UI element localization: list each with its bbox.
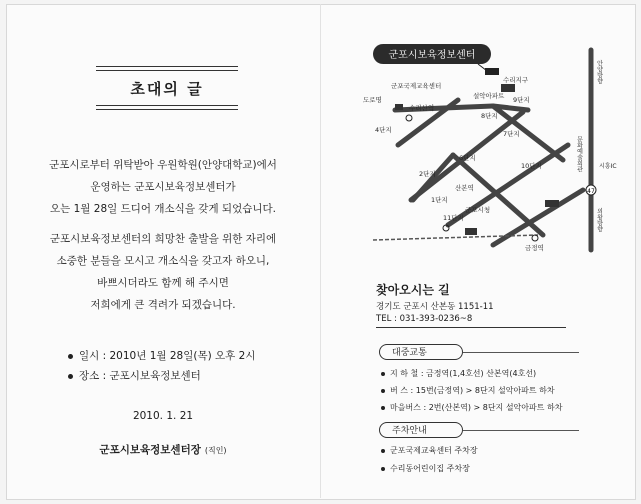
building-block [395, 104, 403, 110]
station-dot [532, 235, 538, 241]
paragraph-line: 운영하는 군포시보육정보센터가 [90, 181, 236, 193]
invitation-paragraph-1 [6, 154, 320, 220]
transit-heading: 대중교통 [379, 344, 463, 360]
map-label: 산본역 [455, 184, 474, 192]
map-label: 문화예술회관 [575, 136, 583, 172]
bullet-icon [381, 406, 385, 410]
signer-name: 군포시보육정보센터장 [99, 444, 201, 456]
bullet-icon [381, 389, 385, 393]
parking-item-text: 수리동어린이집 주차장 [390, 464, 470, 473]
paragraph-line: 바쁘시더라도 함께 해 주시면 [97, 277, 229, 289]
railway-line [373, 235, 538, 240]
invitation-title: 초대의 글 [130, 80, 204, 98]
paragraph-line: 군포시로부터 위탁받아 우원학원(안양대학교)에서 [49, 159, 277, 171]
transit-item-text: 버 스 : 15번(금정역) > 8단지 설악아파트 하차 [390, 386, 555, 395]
signer [6, 442, 320, 457]
invitation-page [6, 4, 320, 498]
parking-item [381, 445, 478, 456]
road-network [395, 50, 591, 250]
address-divider [376, 327, 566, 328]
map-banner-text: 군포시보육정보센터 [388, 50, 476, 61]
map-label: 안양방향 [595, 60, 603, 84]
map-label: 수리지구 [503, 76, 529, 84]
map-label: 2단지 [419, 170, 436, 178]
event-place [68, 366, 201, 386]
map-label: 도로명 [363, 96, 382, 104]
map-label: 10단지 [521, 162, 542, 170]
bullet-icon [381, 372, 385, 376]
invitation-paragraph-2 [6, 228, 320, 316]
directions-title: 찾아오시는 길 [376, 283, 450, 297]
event-datetime [68, 346, 256, 366]
building-block [545, 200, 559, 207]
map-label: 의왕방향 [595, 208, 603, 232]
map-label: 9단지 [513, 96, 530, 104]
bullet-icon [68, 374, 73, 379]
event-place-text: 장소 : 군포시보육정보센터 [79, 370, 201, 382]
map-label: 7단지 [503, 130, 520, 138]
parking-heading: 주차안내 [379, 422, 463, 438]
paragraph-line: 군포시보육정보센터의 희망찬 출발을 위한 자리에 [49, 233, 277, 245]
location-map [353, 40, 617, 260]
paragraph-line: 소중한 분들을 모시고 개소식을 갖고자 하오니, [56, 255, 270, 267]
map-label: 11단지 [443, 214, 464, 222]
transit-item-text: 마을버스 : 2번(산본역) > 8단지 설악아파트 하차 [390, 403, 563, 412]
parking-heading-rule [463, 430, 579, 431]
telephone: TEL : 031-393-0236~8 [376, 314, 473, 324]
transit-item [381, 385, 555, 396]
paragraph-line: 저희에게 큰 격려가 되겠습니다. [90, 299, 236, 311]
map-label: 군포시청 [465, 206, 491, 214]
center-building-icon [485, 68, 499, 75]
location-dot [406, 115, 412, 121]
bullet-icon [381, 467, 385, 471]
map-label: 군포국제교육센터 [391, 82, 442, 90]
map-label: 설악아파트 [473, 92, 505, 100]
invitation-date: 2010. 1. 21 [132, 410, 194, 422]
address: 경기도 군포시 산본동 1151-11 [376, 302, 494, 312]
ic-number: 47 [587, 188, 595, 195]
title-frame [96, 66, 238, 110]
seal-mark: (직인) [204, 446, 227, 455]
map-label: 시흥IC [599, 163, 617, 170]
event-datetime-text: 일시 : 2010년 1월 28일(목) 오후 2시 [79, 350, 256, 362]
map-label: 4단지 [375, 126, 392, 134]
transit-item [381, 368, 536, 379]
map-label: 6단지 [459, 154, 476, 162]
map-label: 8단지 [481, 112, 498, 120]
building-block [501, 84, 515, 92]
transit-item-text: 지 하 철 : 금정역(1,4호선) 산본역(4호선) [390, 369, 537, 378]
map-label: 금정역 [525, 244, 544, 252]
paragraph-line: 오는 1월 28일 드디어 개소식을 갖게 되었습니다. [50, 203, 276, 215]
map-label: 수리산역 [409, 104, 435, 112]
transit-heading-rule [463, 352, 579, 353]
map-label: 1단지 [431, 196, 448, 204]
address-block [376, 301, 494, 325]
building-block [465, 228, 477, 235]
directions-page [321, 4, 634, 498]
parking-item-text: 군포국제교육센터 주차장 [390, 446, 478, 455]
bullet-icon [381, 449, 385, 453]
transit-item [381, 402, 562, 413]
parking-item [381, 463, 470, 474]
bullet-icon [68, 354, 73, 359]
